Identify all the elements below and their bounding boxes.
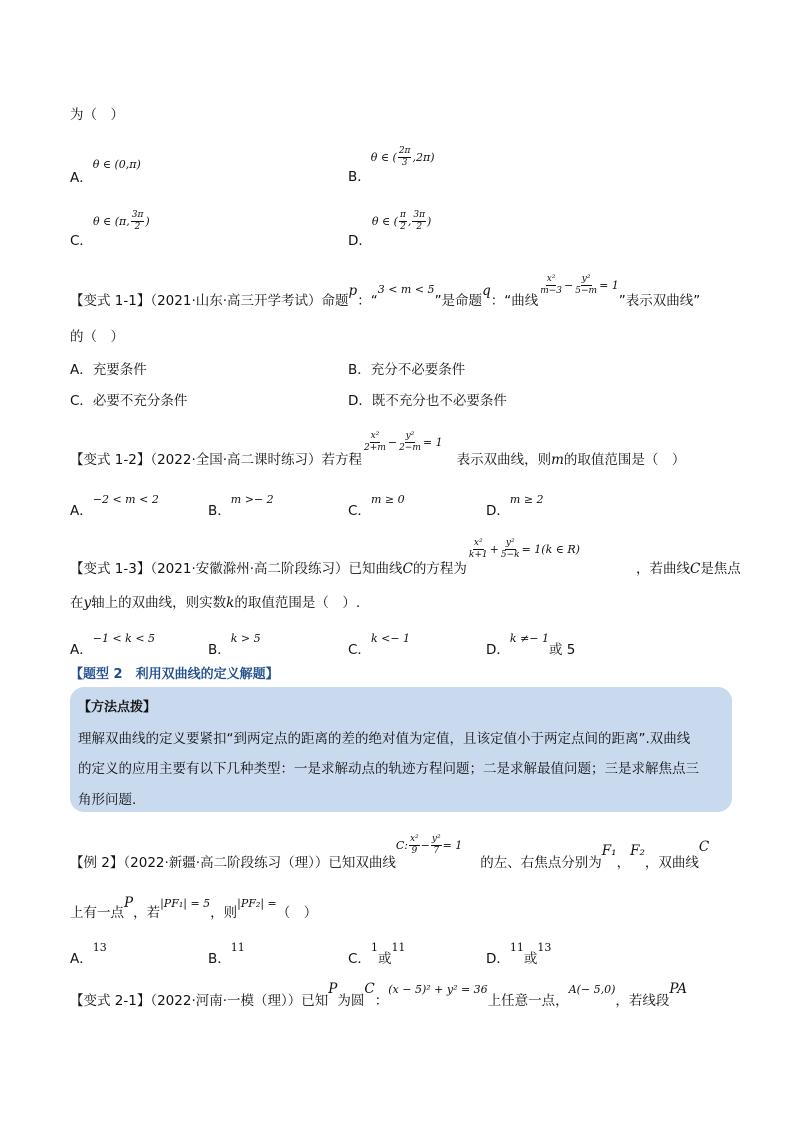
variant-1-2-stem: 【变式 1-2】（2022·全国·高二课时练习）若方程 $\frac{\text{x²}}{2+m}$ − $\frac{\text{y²}}{2-m}$ = 1表示双曲线，则m的取值范围是（ ） [70, 430, 686, 468]
ex2-option-d: D．11或13 [486, 941, 552, 967]
q1-option-a: A．θ ∈ (0,π) [70, 158, 141, 186]
variant-1-1-line2: 的（ ） [70, 329, 124, 345]
method-tips-line-3: 角形问题. [78, 792, 137, 808]
method-tips-box [70, 687, 732, 812]
v12-option-b: B．m >− 2 [208, 493, 274, 519]
q1-option-b: B．θ ∈ ( $\frac{2\pi}{3}$ ,2π) [348, 145, 435, 185]
method-tips-heading: 【方法点拨】 [78, 700, 157, 715]
v13-option-b: B．k > 5 [208, 632, 261, 658]
example-2-line2: 上有一点P，若|PF₁| = 5，则|PF₂| =（ ） [70, 895, 318, 921]
v13-option-c: C．k <− 1 [348, 632, 411, 658]
v12-option-d: D．m ≥ 2 [486, 493, 544, 519]
v13-option-d: D．k ≠− 1或 5 [486, 632, 576, 658]
v11-option-a: A．充要条件 [70, 362, 147, 378]
ex2-option-c: C．1或11 [348, 941, 406, 967]
variant-1-1-stem: 【变式 1-1】（2021·山东·高三开学考试）命题p：“$_{3 < m < 5}$”是命题q：“曲线 $\frac{\text{x²}}{m-3}$ − $\frac{\text{y²}}{5-m}$ = 1”表示双曲线” [70, 273, 701, 309]
ex2-option-a: A．13 [70, 941, 107, 967]
method-tips-line-1: 理解双曲线的定义要紧扣“到两定点的距离的差的绝对值为定值，且该定值小于两定点间的距离”.双曲线 [78, 731, 691, 747]
v11-option-c: C．必要不充分条件 [70, 393, 188, 409]
variant-1-3-line2: 在y轴上的双曲线，则实数k的取值范围是（ ）. [70, 595, 361, 611]
q1-option-c: C．θ ∈ (π, $\frac{3\pi}{2}$ ) [70, 209, 150, 249]
q1-option-d: D．θ ∈ ( $\frac{\pi}{2}$ , $\frac{3\pi}{2}$ ) [348, 209, 432, 249]
variant-1-3-stem: 【变式 1-3】（2021·安徽滁州·高二阶段练习）已知曲线C的方程为 $\frac{\text{x²}}{k+1}$ + $\frac{\text{y²}}{5-k}$ = 1(k ∈ R)，若曲线C是焦点 [70, 537, 741, 577]
section-2-title: 【题型 2 利用双曲线的定义解题】 [70, 667, 279, 682]
variant-2-1-stem: 【变式 2-1】（2022·河南·一模（理））已知P为圆C：(x − 5)² + y² = 36上任意一点，A(− 5,0)，若线段PA [70, 981, 688, 1009]
method-tips-line-2: 的定义的应用主要有以下几种类型：一是求解动点的轨迹方程问题；二是求解最值问题；三是求解焦点三 [78, 761, 699, 777]
v12-option-a: A．−2 < m < 2 [70, 493, 159, 519]
v11-option-d: D．既不充分也不必要条件 [348, 393, 507, 409]
question-tail: 为（ ） [70, 107, 124, 123]
example-2-stem: 【例 2】（2022·新疆·高二阶段练习（理））已知双曲线C: $\frac{\text{x²}}{9}$ − $\frac{\text{y²}}{7}$ = 1的左、右焦点分别为F₁，F₂，双曲线C [70, 833, 710, 871]
v13-option-a: A．−1 < k < 5 [70, 632, 156, 658]
v12-option-c: C．m ≥ 0 [348, 493, 405, 519]
ex2-option-b: B．11 [208, 941, 245, 967]
v11-option-b: B．充分不必要条件 [348, 362, 466, 378]
